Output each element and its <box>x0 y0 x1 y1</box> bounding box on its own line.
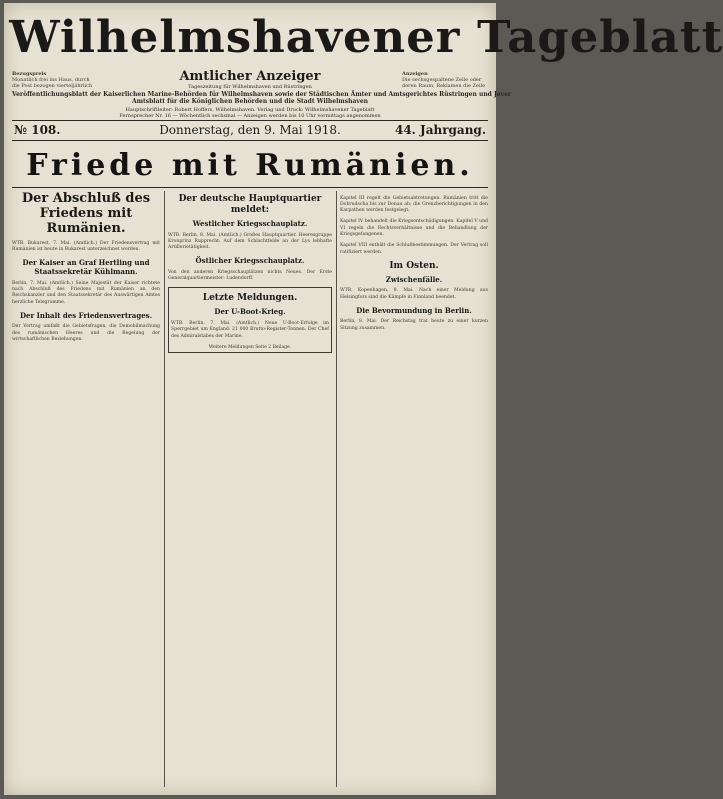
article-paragraph: WTB. Berlin, 8. Mai. (Amtlich.) Großes Hauptquartier. Heeresgruppe Kronprinz Rupprecht: Auf dem Schlachtfelde an der Lys lebhafte Artillerietätigkeit. <box>168 232 332 251</box>
column-3 <box>340 191 488 787</box>
masthead-subtitle <box>154 69 346 84</box>
ear-left-text: Monatlich frei ins Haus, durch die Post bezogen vierteljährlich <box>12 77 93 89</box>
ear-right-title: Anzeigen <box>402 71 428 77</box>
section-subhead: Die Bevormundung in Berlin. <box>356 305 472 315</box>
column-rule <box>336 191 337 787</box>
divider <box>12 187 488 188</box>
article-paragraph: Berlin, 7. Mai. (Amtlich.) Seine Majestät der Kaiser richtete nach Abschluß des Friedens mit Rumänien an den Reichskanzler und den Staatssekretär des Auswärtigen Amtes herzliche Telegramme. <box>12 280 160 305</box>
column-1 <box>12 191 160 787</box>
article-headline: Der Abschluß des Friedens mit Rumänien. <box>21 191 151 236</box>
masthead-title: Wilhelmshavener Tageblatt <box>9 12 723 63</box>
article-headline: Der deutsche Hauptquartier meldet: <box>178 194 322 215</box>
main-headline: Friede mit Rumänien. <box>26 148 474 183</box>
subtitle-left: Amtlicher Anzeiger <box>179 69 321 84</box>
dateline <box>12 121 488 139</box>
masthead-amtsblatt-line: Amtsblatt für die Königlichen Behörden und die Stadt Wilhelmshaven <box>131 98 369 105</box>
article-paragraph: WTB. Bukarest, 7. Mai. (Amtlich.) Der Friedensvertrag mit Rumänien ist heute in Bukarest unterzeichnet worden. <box>12 240 160 252</box>
article-paragraph: Der Vertrag umfaßt die Gebietsfragen, die Demobilmachung des rumänischen Heeres und die Regelung der wirtschaftlichen Beziehungen. <box>12 324 160 343</box>
masthead-staff-line: Hauptschriftleiter: Robert Hoffers, Wilhelmshaven. Verlag und Druck: Wilhelmshavener Tageblatt <box>125 107 375 113</box>
continued-note: Weitere Meldungen Seite 2 Beilage. <box>208 344 292 350</box>
section-subhead: Der Inhalt des Friedensvertrages. <box>19 310 153 320</box>
article-paragraph: Kapitel III regelt die Gebietsabtretungen. Rumänien tritt die Dobrudscha bis zur Donau ab; die Grenzberichtigungen in den Karpathen werden festgelegt. <box>340 195 488 214</box>
masthead-publ-line: Veröffentlichungsblatt der Kaiserlichen Marine-Behörden für Wilhelmshaven sowie der Städtischen Ämter und Amtsgerichtes Rüstringen und Jever <box>12 91 512 98</box>
section-headline: Im Osten. <box>389 260 439 271</box>
section-subhead: Westlicher Kriegsschauplatz. <box>192 219 308 228</box>
volume-year: 44. Jahrgang. <box>394 123 486 137</box>
latest-news-box <box>168 287 332 352</box>
issue-number: № 108. <box>14 123 61 137</box>
section-subhead: Östlicher Kriegsschauplatz. <box>195 256 305 266</box>
newspaper-page <box>4 3 723 795</box>
section-subhead: Der Kaiser an Graf Hertling und Staatssekretär Kühlmann. <box>22 258 150 276</box>
article-paragraph: Berlin, 8. Mai. Der Reichstag trat heute zu einer kurzen Sitzung zusammen. <box>340 319 488 331</box>
article-paragraph: Von den anderen Kriegsschauplätzen nichts Neues. Der Erste Generalquartiermeister: Ludendorff. <box>168 270 332 282</box>
column-2 <box>168 191 332 787</box>
masthead-subtitle2: Tageszeitung für Wilhelmshaven und Rüstringen <box>188 84 312 90</box>
article-paragraph: Kapitel IV behandelt die Kriegsentschädigungen. Kapitel V und VI regeln die Rechtsverhältnisse und die Behandlung der Kriegsgefangenen. <box>340 219 488 238</box>
masthead-contact-line: Fernsprecher Nr. 16 — Wöchentlich sechsmal — Anzeigen werden bis 10 Uhr vormittags angenommen <box>119 113 381 119</box>
box-subhead: Der U-Boot-Krieg. <box>214 307 286 317</box>
ear-left-title: Bezugspreis <box>12 71 47 77</box>
section-subhead: Zwischenfälle. <box>385 274 443 284</box>
issue-date: Donnerstag, den 9. Mai 1918. <box>159 123 341 137</box>
article-paragraph: Kapitel VIII enthält die Schlußbestimmungen. Der Vertrag soll ratifiziert werden. <box>340 243 488 255</box>
column-rule <box>164 191 165 787</box>
ear-right-text: Die sechsgespaltene Zeile oder deren Raum, Reklamen die Zeile <box>402 77 486 89</box>
article-paragraph: WTB. Berlin, 7. Mai. (Amtlich.) Neue U-Boot-Erfolge im Sperrgebiet um England: 21 000 Brutto-Register-Tonnen. Der Chef des Admiralstabes der Marine. <box>171 321 329 339</box>
article-paragraph: WTB. Kopenhagen, 8. Mai. Nach einer Meldung aus Helsingfors sind die Kämpfe in Finnland beendet. <box>340 288 488 300</box>
box-headline: Letzte Meldungen. <box>202 293 298 304</box>
divider <box>12 140 488 141</box>
